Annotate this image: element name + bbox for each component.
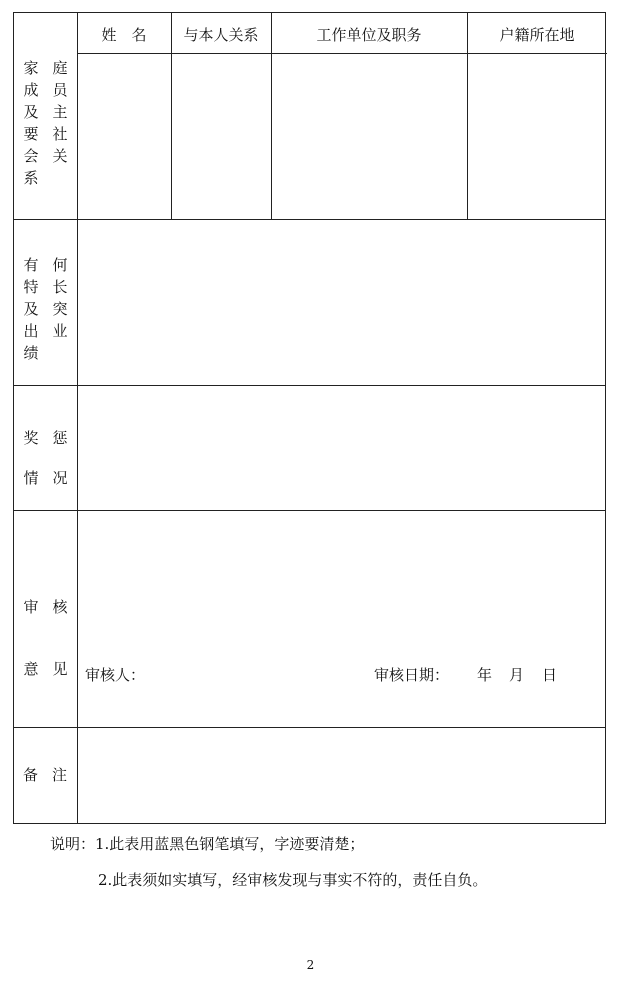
header-work: 工作单位及职务 [316, 26, 422, 44]
note-line-2: 2.此表须如实填写，经审核发现与事实不符的，责任自负。 [98, 871, 488, 889]
skills-label-right: 何长突业 [52, 256, 68, 340]
review-date-month: 月 [509, 666, 525, 684]
reviewer-label: 审核人： [85, 666, 146, 684]
review-section-divider [14, 727, 605, 728]
review-label-right: 核见 [52, 598, 68, 678]
header-relation: 与本人关系 [183, 26, 259, 44]
header-name: 姓 名 [101, 26, 147, 44]
label-column-divider [77, 13, 78, 823]
registration-form-table [13, 12, 606, 824]
family-col-divider-1 [171, 13, 172, 219]
note-line-1: 说明：1.此表用蓝黑色钢笔填写，字迹要清楚； [50, 835, 365, 853]
page-number: 2 [306, 958, 315, 972]
skills-label-left: 有特及出绩 [23, 256, 39, 362]
rewards-label-right: 惩况 [52, 429, 68, 487]
family-label-left: 家成及要会系 [23, 59, 39, 187]
family-col-divider-2 [271, 13, 272, 219]
header-row-divider [77, 53, 607, 54]
skills-section-divider [14, 385, 605, 386]
rewards-label-left: 奖情 [23, 429, 39, 487]
review-date-year: 年 [477, 666, 493, 684]
family-section-divider [14, 219, 605, 220]
remark-label-right: 注 [52, 766, 68, 784]
review-label-left: 审意 [23, 598, 39, 678]
family-col-divider-3 [467, 13, 468, 219]
remark-label-left: 备 [23, 766, 39, 784]
review-date-label: 审核日期： [374, 666, 450, 684]
rewards-section-divider [14, 510, 605, 511]
review-date-day: 日 [542, 666, 558, 684]
header-hukou: 户籍所在地 [499, 26, 575, 44]
family-label-right: 庭员主社关 [52, 59, 68, 165]
